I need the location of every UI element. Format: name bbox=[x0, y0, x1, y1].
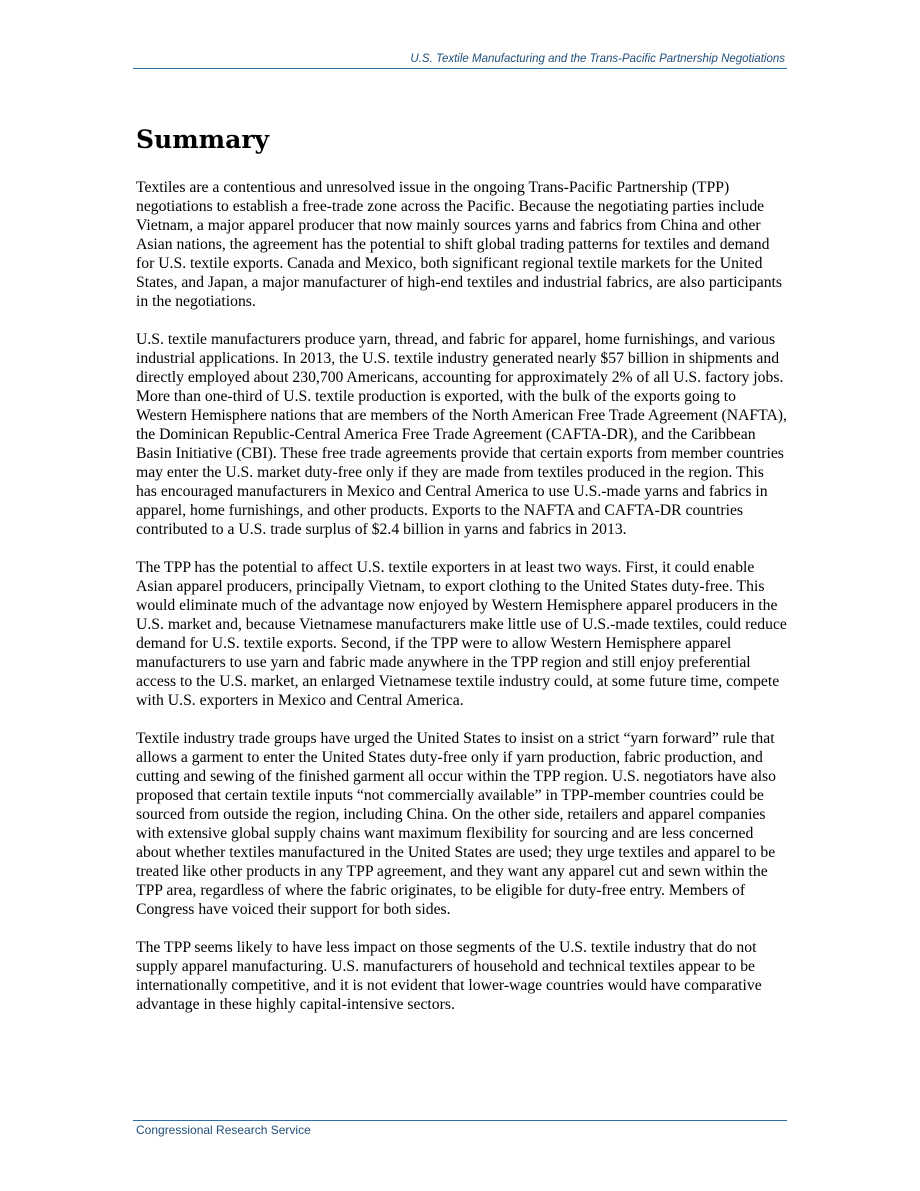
summary-paragraph-2: U.S. textile manufacturers produce yarn, thread, and fabric for apparel, home furnishings, and various industrial applications. In 2013, the U.S. textile industry generated nearly $57 billion in shipments and directly employed about 230,700 Americans, accounting for approximately 2% of all U.S. factory jobs. More than one-third of U.S. textile production is exported, with the bulk of the exports going to Western Hemisphere nations that are members of the North American Free Trade Agreement (NAFTA), the Dominican Republic-Central America Free Trade Agreement (CAFTA-DR), and the Caribbean Basin Initiative (CBI). These free trade agreements provide that certain exports from member countries may enter the U.S. market duty-free only if they are made from textiles produced in the region. This has encouraged manufacturers in Mexico and Central America to use U.S.-made yarns and fabrics in apparel, home furnishings, and other products. Exports to the NAFTA and CAFTA-DR countries contributed to a U.S. trade surplus of $2.4 billion in yarns and fabrics in 2013. bbox=[136, 331, 787, 538]
page-title: Summary bbox=[136, 125, 270, 154]
running-header-title: U.S. Textile Manufacturing and the Trans-Pacific Partnership Negotiations bbox=[410, 53, 785, 65]
summary-body bbox=[136, 178, 788, 1033]
summary-paragraph-1: Textiles are a contentious and unresolved issue in the ongoing Trans-Pacific Partnership (TPP) negotiations to establish a free-trade zone across the Pacific. Because the negotiating parties include Vietnam, a major apparel producer that now mainly sources yarns and fabrics from China and other Asian nations, the agreement has the potential to shift global trading patterns for textiles and demand for U.S. textile exports. Canada and Mexico, both significant regional textile markets for the United States, and Japan, a major manufacturer of high-end textiles and industrial fabrics, are also participants in the negotiations. bbox=[136, 179, 783, 310]
header-divider bbox=[133, 68, 787, 69]
summary-paragraph-4: Textile industry trade groups have urged the United States to insist on a strict “yarn forward” rule that allows a garment to enter the United States duty-free only if yarn production, fabric production, and cutting and sewing of the finished garment all occur within the TPP region. U.S. negotiators have also proposed that certain textile inputs “not commercially available” in TPP-member countries could be sourced from outside the region, including China. On the other side, retailers and apparel companies with extensive global supply chains want maximum flexibility for sourcing and are less concerned about whether textiles manufactured in the United States are used; they urge textiles and apparel to be treated like other products in any TPP agreement, and they want any apparel cut and sewn within the TPP area, regardless of where the fabric originates, to be eligible for duty-free entry. Members of Congress have voiced their support for both sides. bbox=[136, 730, 777, 918]
summary-paragraph-5: The TPP seems likely to have less impact on those segments of the U.S. textile industry that do not supply apparel manufacturing. U.S. manufacturers of household and technical textiles appear to be internationally competitive, and it is not evident that lower-wage countries would have comparative advantage in these highly capital-intensive sectors. bbox=[136, 939, 762, 1013]
footer-publisher: Congressional Research Service bbox=[136, 1123, 311, 1137]
summary-paragraph-3: The TPP has the potential to affect U.S. textile exporters in at least two ways. First, it could enable Asian apparel producers, principally Vietnam, to export clothing to the United States duty-free. This would eliminate much of the advantage now enjoyed by Western Hemisphere apparel producers in the U.S. market and, because Vietnamese manufacturers make little use of U.S.-made textiles, could reduce demand for U.S. textile exports. Second, if the TPP were to allow Western Hemisphere apparel manufacturers to use yarn and fabric made anywhere in the TPP region and still enjoy preferential access to the U.S. market, an enlarged Vietnamese textile industry could, at some future time, compete with U.S. exporters in Mexico and Central America. bbox=[136, 559, 787, 709]
footer-divider bbox=[133, 1120, 787, 1121]
